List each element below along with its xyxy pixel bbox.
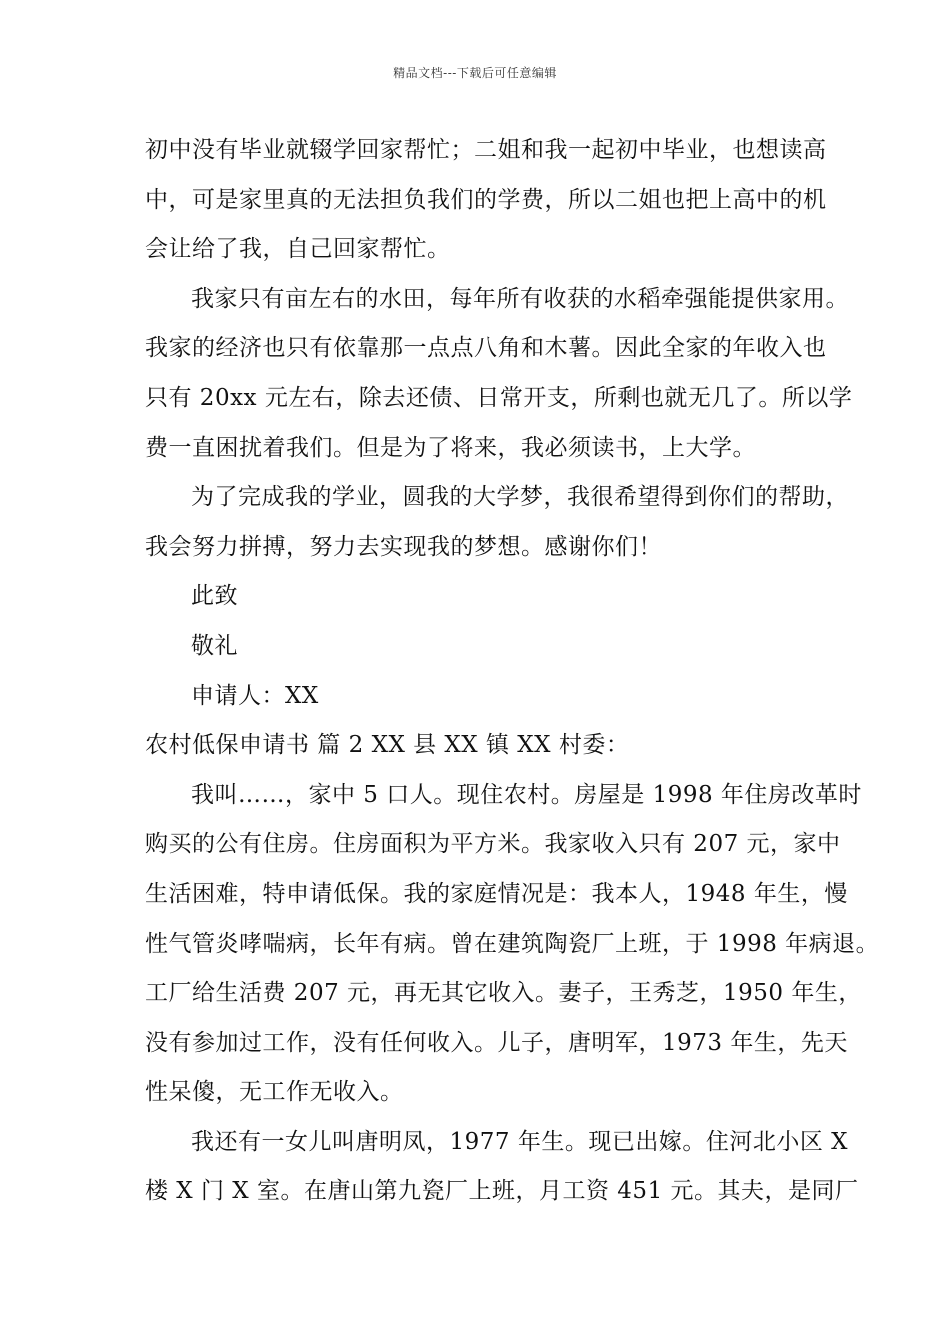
page-header: 精品文档---下载后可任意编辑 — [393, 66, 557, 80]
text-line: 购买的公有住房。住房面积为平方米。我家收入只有 207 元，家中 — [145, 831, 841, 858]
closing-salutation: 此致 — [191, 583, 238, 610]
text-line: 我会努力拼搏，努力去实现我的梦想。感谢你们！ — [145, 533, 662, 560]
text-line: 生活困难，特申请低保。我的家庭情况是：我本人，1948 年生，慢 — [145, 880, 848, 907]
paragraph-start-line: 我还有一女儿叫唐明凤，1977 年生。现已出嫁。住河北小区 X — [191, 1128, 849, 1155]
applicant-signature: 申请人：XX — [191, 682, 319, 709]
document-body — [145, 126, 880, 1217]
paragraph-start-line: 我家只有亩左右的水田，每年所有收获的水稻牵强能提供家用。 — [191, 285, 849, 312]
paragraph-start-line: 我叫……，家中 5 口人。现住农村。房屋是 1998 年住房改革时 — [191, 781, 862, 808]
paragraph-start-line: 为了完成我的学业，圆我的大学梦，我很希望得到你们的帮助， — [191, 484, 849, 511]
text-line: 只有 20xx 元左右，除去还债、日常开支，所剩也就无几了。所以学 — [145, 384, 853, 411]
section-heading: 农村低保申请书 篇 2 XX 县 XX 镇 XX 村委： — [145, 732, 630, 759]
text-line: 没有参加过工作，没有任何收入。儿子，唐明军，1973 年生，先天 — [145, 1029, 848, 1056]
text-line: 我家的经济也只有依靠那一点点八角和木薯。因此全家的年收入也 — [145, 335, 827, 362]
closing-regards: 敬礼 — [191, 632, 238, 659]
text-line: 楼 X 门 X 室。在唐山第九瓷厂上班，月工资 451 元。其夫，是同厂 — [145, 1178, 859, 1205]
text-line: 性呆傻，无工作无收入。 — [145, 1079, 404, 1106]
text-line: 中，可是家里真的无法担负我们的学费，所以二姐也把上高中的机 — [145, 186, 827, 213]
text-line: 性气管炎哮喘病，长年有病。曾在建筑陶瓷厂上班，于 1998 年病退。 — [145, 930, 880, 957]
text-line: 初中没有毕业就辍学回家帮忙；二姐和我一起初中毕业，也想读高 — [145, 137, 827, 163]
text-line: 工厂给生活费 207 元，再无其它收入。妻子，王秀芝，1950 年生， — [145, 980, 862, 1007]
text-line: 会让给了我，自己回家帮忙。 — [145, 236, 451, 263]
text-line: 费一直困扰着我们。但是为了将来，我必须读书，上大学。 — [145, 434, 756, 461]
